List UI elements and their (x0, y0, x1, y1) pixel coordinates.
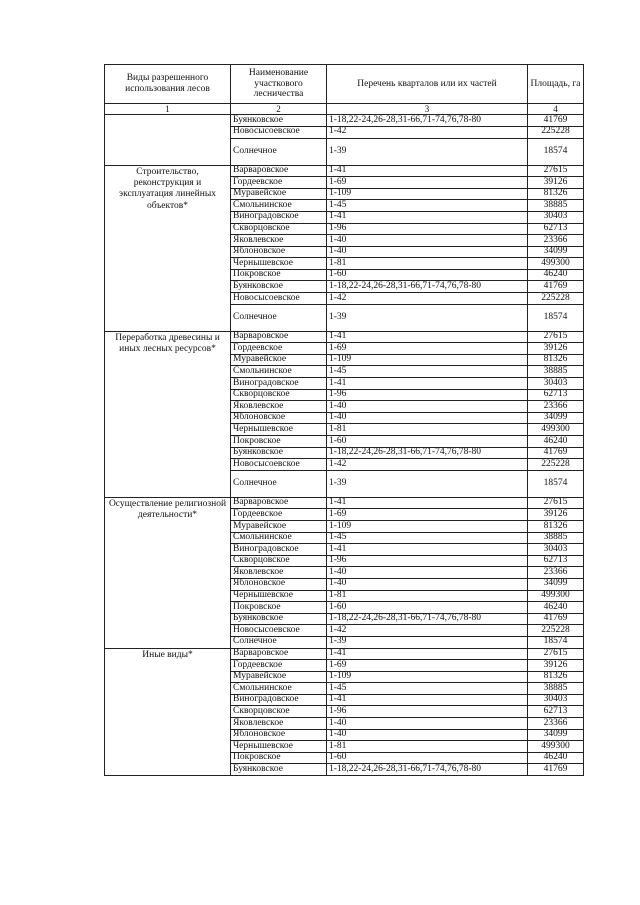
forestry-name-cell: Чернышевское (231, 424, 327, 436)
area-cell: 30403 (528, 378, 584, 390)
forestry-name-cell: Солнечное (231, 304, 327, 331)
area-cell: 499300 (528, 258, 584, 270)
area-cell: 23366 (528, 567, 584, 579)
area-cell: 18574 (528, 304, 584, 331)
quarters-cell: 1-81 (327, 424, 528, 436)
quarters-cell: 1-39 (327, 636, 528, 648)
quarters-cell: 1-40 (327, 718, 528, 730)
forestry-name-cell: Яблоновское (231, 578, 327, 590)
forestry-name-cell: Варваровское (231, 165, 327, 177)
forestry-name-cell: Варваровское (231, 331, 327, 343)
forestry-name-cell: Муравейское (231, 520, 327, 532)
area-cell: 23366 (528, 235, 584, 247)
area-cell: 38885 (528, 532, 584, 544)
quarters-cell: 1-39 (327, 138, 528, 165)
area-cell: 225228 (528, 459, 584, 471)
area-cell: 46240 (528, 269, 584, 281)
forestry-name-cell: Яковлевское (231, 718, 327, 730)
quarters-cell: 1-81 (327, 590, 528, 602)
forestry-name-cell: Скворцовское (231, 389, 327, 401)
usage-type-cell: Осуществление религиозной деятельности* (105, 497, 231, 648)
forestry-name-cell: Буянковское (231, 613, 327, 625)
area-cell: 38885 (528, 366, 584, 378)
quarters-cell: 1-40 (327, 246, 528, 258)
column-number: 3 (327, 104, 528, 115)
area-cell: 225228 (528, 625, 584, 637)
forestry-name-cell: Гордеевское (231, 660, 327, 672)
quarters-cell: 1-109 (327, 520, 528, 532)
area-cell: 27615 (528, 497, 584, 509)
forestry-name-cell: Варваровское (231, 648, 327, 660)
quarters-cell: 1-41 (327, 648, 528, 660)
forestry-name-cell: Новосысоевское (231, 126, 327, 138)
header-quarters-list: Перечень кварталов или их частей (327, 65, 528, 104)
area-cell: 18574 (528, 636, 584, 648)
forestry-name-cell: Новосысоевское (231, 625, 327, 637)
forestry-name-cell: Чернышевское (231, 258, 327, 270)
quarters-cell: 1-69 (327, 509, 528, 521)
quarters-cell: 1-45 (327, 532, 528, 544)
quarters-cell: 1-41 (327, 694, 528, 706)
area-cell: 46240 (528, 602, 584, 614)
forestry-name-cell: Гордеевское (231, 177, 327, 189)
area-cell: 499300 (528, 741, 584, 753)
forestry-name-cell: Яблоновское (231, 412, 327, 424)
quarters-cell: 1-96 (327, 555, 528, 567)
area-cell: 18574 (528, 470, 584, 497)
header-area: Площадь, га (528, 65, 584, 104)
quarters-cell: 1-69 (327, 660, 528, 672)
area-cell: 39126 (528, 343, 584, 355)
usage-type-cell (105, 115, 231, 165)
area-cell: 81326 (528, 671, 584, 683)
forestry-name-cell: Смольнинское (231, 366, 327, 378)
quarters-cell: 1-42 (327, 293, 528, 305)
forestry-name-cell: Буянковское (231, 115, 327, 127)
forestry-name-cell: Буянковское (231, 764, 327, 776)
table-row (105, 648, 584, 660)
forestry-name-cell: Новосысоевское (231, 459, 327, 471)
forestry-name-cell: Покровское (231, 269, 327, 281)
area-cell: 39126 (528, 509, 584, 521)
quarters-cell: 1-41 (327, 211, 528, 223)
quarters-cell: 1-45 (327, 366, 528, 378)
area-cell: 499300 (528, 424, 584, 436)
area-cell: 46240 (528, 436, 584, 448)
forest-use-table (104, 64, 584, 776)
forestry-name-cell: Гордеевское (231, 343, 327, 355)
area-cell: 34099 (528, 412, 584, 424)
forestry-name-cell: Буянковское (231, 447, 327, 459)
quarters-cell: 1-39 (327, 304, 528, 331)
quarters-cell: 1-41 (327, 544, 528, 556)
area-cell: 62713 (528, 555, 584, 567)
area-cell: 34099 (528, 729, 584, 741)
forestry-name-cell: Гордеевское (231, 509, 327, 521)
quarters-cell: 1-96 (327, 223, 528, 235)
quarters-cell: 1-81 (327, 741, 528, 753)
forestry-name-cell: Яковлевское (231, 567, 327, 579)
area-cell: 62713 (528, 706, 584, 718)
forestry-name-cell: Покровское (231, 602, 327, 614)
area-cell: 62713 (528, 389, 584, 401)
quarters-cell: 1-40 (327, 578, 528, 590)
quarters-cell: 1-69 (327, 343, 528, 355)
area-cell: 81326 (528, 354, 584, 366)
forestry-name-cell: Виноградовское (231, 544, 327, 556)
forestry-name-cell: Муравейское (231, 354, 327, 366)
quarters-cell: 1-109 (327, 671, 528, 683)
quarters-cell: 1-40 (327, 235, 528, 247)
forestry-name-cell: Смольнинское (231, 683, 327, 695)
quarters-cell: 1-18,22-24,26-28,31-66,71-74,76,78-80 (327, 115, 528, 127)
table-row (105, 165, 584, 177)
forestry-name-cell: Виноградовское (231, 378, 327, 390)
quarters-cell: 1-81 (327, 258, 528, 270)
forestry-name-cell: Скворцовское (231, 223, 327, 235)
usage-type-cell: Строительство, реконструкция и эксплуатация линейных объектов* (105, 165, 231, 331)
quarters-cell: 1-18,22-24,26-28,31-66,71-74,76,78-80 (327, 613, 528, 625)
quarters-cell: 1-60 (327, 752, 528, 764)
header-forestry-name: Наименование участкового лесничества (231, 65, 327, 104)
area-cell: 30403 (528, 544, 584, 556)
quarters-cell: 1-40 (327, 401, 528, 413)
forestry-name-cell: Муравейское (231, 671, 327, 683)
area-cell: 39126 (528, 177, 584, 189)
forestry-name-cell: Муравейское (231, 188, 327, 200)
quarters-cell: 1-69 (327, 177, 528, 189)
area-cell: 38885 (528, 200, 584, 212)
forestry-name-cell: Буянковское (231, 281, 327, 293)
forestry-name-cell: Скворцовское (231, 555, 327, 567)
area-cell: 41769 (528, 613, 584, 625)
quarters-cell: 1-40 (327, 567, 528, 579)
forestry-name-cell: Покровское (231, 436, 327, 448)
quarters-cell: 1-96 (327, 389, 528, 401)
area-cell: 34099 (528, 246, 584, 258)
quarters-cell: 1-96 (327, 706, 528, 718)
quarters-cell: 1-109 (327, 354, 528, 366)
forestry-name-cell: Смольнинское (231, 200, 327, 212)
table-body (105, 115, 584, 776)
forestry-name-cell: Яблоновское (231, 729, 327, 741)
quarters-cell: 1-60 (327, 436, 528, 448)
area-cell: 27615 (528, 648, 584, 660)
quarters-cell: 1-18,22-24,26-28,31-66,71-74,76,78-80 (327, 447, 528, 459)
column-number: 4 (528, 104, 584, 115)
area-cell: 38885 (528, 683, 584, 695)
table-row (105, 331, 584, 343)
forestry-name-cell: Покровское (231, 752, 327, 764)
forestry-name-cell: Смольнинское (231, 532, 327, 544)
quarters-cell: 1-60 (327, 269, 528, 281)
area-cell: 30403 (528, 211, 584, 223)
forestry-name-cell: Виноградовское (231, 694, 327, 706)
quarters-cell: 1-18,22-24,26-28,31-66,71-74,76,78-80 (327, 281, 528, 293)
column-number: 1 (105, 104, 231, 115)
usage-type-cell: Иные виды* (105, 648, 231, 776)
forestry-name-cell: Солнечное (231, 636, 327, 648)
forestry-name-cell: Солнечное (231, 470, 327, 497)
area-cell: 27615 (528, 165, 584, 177)
area-cell: 499300 (528, 590, 584, 602)
area-cell: 81326 (528, 188, 584, 200)
quarters-cell: 1-42 (327, 126, 528, 138)
quarters-cell: 1-40 (327, 412, 528, 424)
area-cell: 18574 (528, 138, 584, 165)
area-cell: 81326 (528, 520, 584, 532)
area-cell: 225228 (528, 293, 584, 305)
area-cell: 27615 (528, 331, 584, 343)
quarters-cell: 1-41 (327, 497, 528, 509)
area-cell: 41769 (528, 764, 584, 776)
forestry-name-cell: Чернышевское (231, 590, 327, 602)
forestry-name-cell: Яковлевское (231, 235, 327, 247)
quarters-cell: 1-45 (327, 200, 528, 212)
quarters-cell: 1-39 (327, 470, 528, 497)
forestry-name-cell: Виноградовское (231, 211, 327, 223)
area-cell: 34099 (528, 578, 584, 590)
forestry-name-cell: Яблоновское (231, 246, 327, 258)
quarters-cell: 1-18,22-24,26-28,31-66,71-74,76,78-80 (327, 764, 528, 776)
quarters-cell: 1-41 (327, 331, 528, 343)
area-cell: 23366 (528, 718, 584, 730)
table-row (105, 497, 584, 509)
header-usage-type: Виды разрешенного использования лесов (105, 65, 231, 104)
area-cell: 39126 (528, 660, 584, 672)
area-cell: 41769 (528, 115, 584, 127)
quarters-cell: 1-41 (327, 165, 528, 177)
forestry-name-cell: Скворцовское (231, 706, 327, 718)
column-number: 2 (231, 104, 327, 115)
quarters-cell: 1-42 (327, 459, 528, 471)
area-cell: 41769 (528, 447, 584, 459)
table-row (105, 115, 584, 127)
quarters-cell: 1-41 (327, 378, 528, 390)
forestry-name-cell: Новосысоевское (231, 293, 327, 305)
area-cell: 46240 (528, 752, 584, 764)
quarters-cell: 1-45 (327, 683, 528, 695)
quarters-cell: 1-40 (327, 729, 528, 741)
usage-type-cell: Переработка древесины и иных лесных ресурсов* (105, 331, 231, 497)
area-cell: 23366 (528, 401, 584, 413)
forestry-name-cell: Яковлевское (231, 401, 327, 413)
area-cell: 225228 (528, 126, 584, 138)
quarters-cell: 1-109 (327, 188, 528, 200)
forestry-name-cell: Чернышевское (231, 741, 327, 753)
area-cell: 62713 (528, 223, 584, 235)
area-cell: 41769 (528, 281, 584, 293)
quarters-cell: 1-60 (327, 602, 528, 614)
forestry-name-cell: Солнечное (231, 138, 327, 165)
quarters-cell: 1-42 (327, 625, 528, 637)
area-cell: 30403 (528, 694, 584, 706)
forestry-name-cell: Варваровское (231, 497, 327, 509)
